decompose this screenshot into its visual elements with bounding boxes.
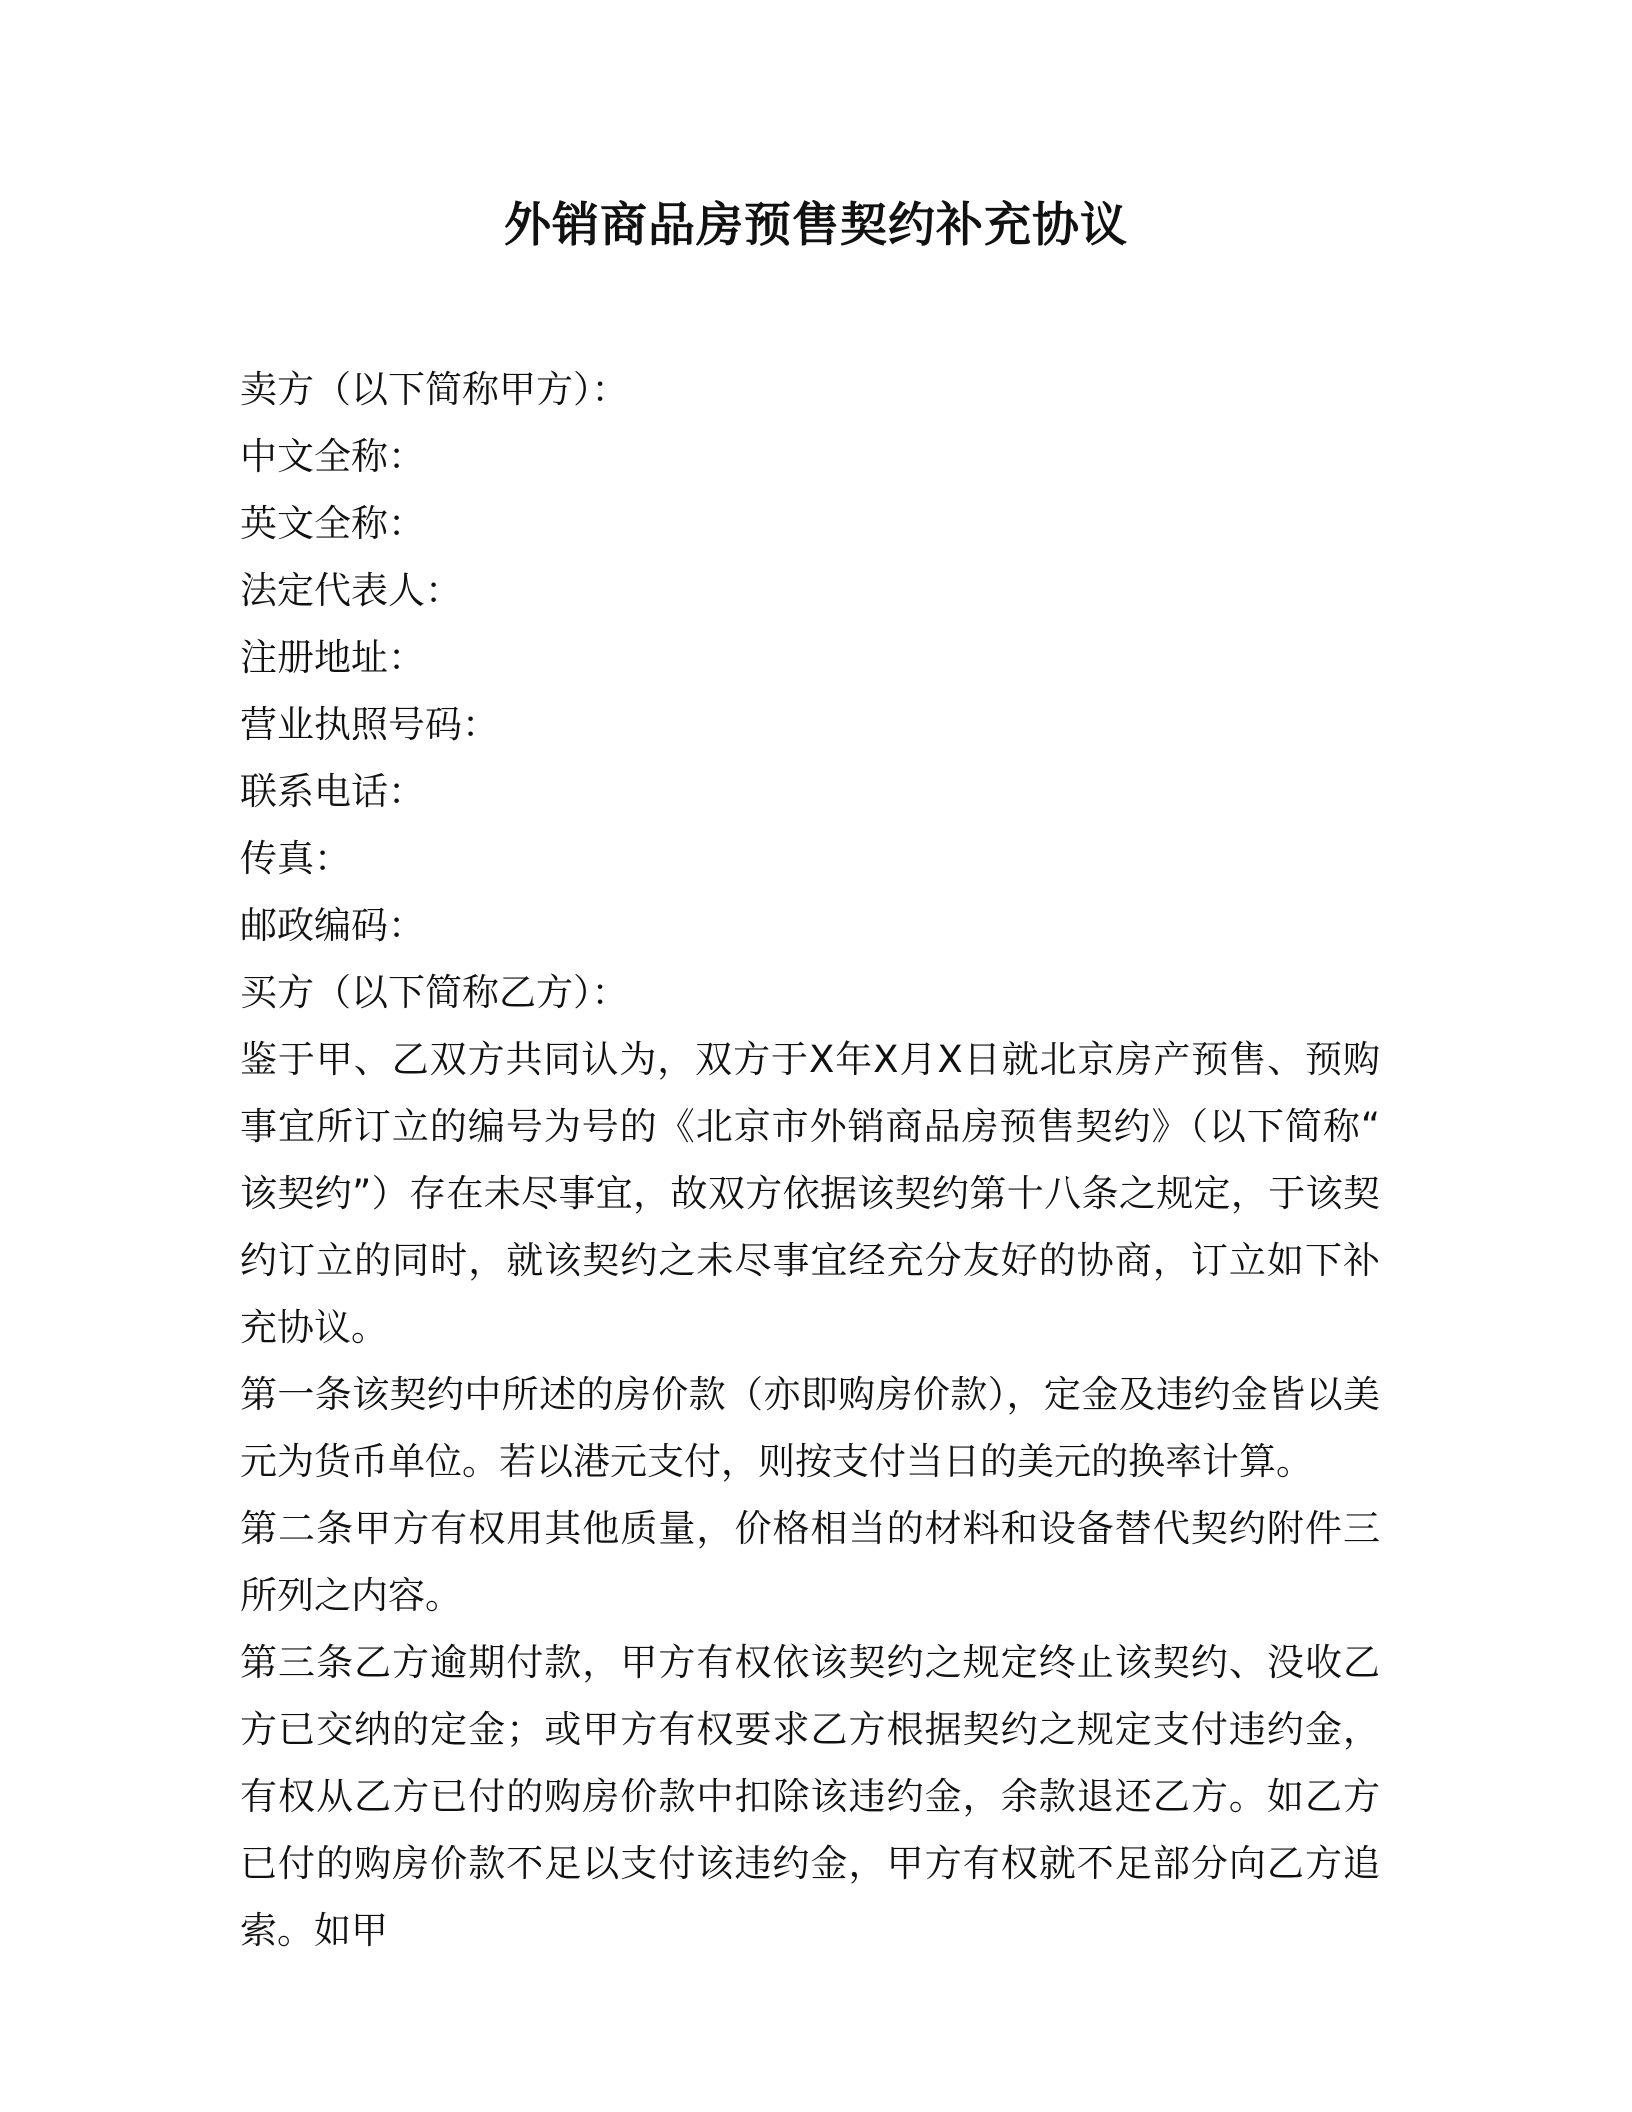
document-title: 外销商品房预售契约补充协议 (504, 198, 1128, 253)
field-fax: 传真： (240, 837, 351, 880)
field-english-name: 英文全称： (240, 502, 425, 545)
field-business-license-number: 营业执照号码： (240, 703, 499, 746)
article-1-paragraph: 第一条该契约中所述的房价款（亦即购房价款），定金及违约金皆以美元为货币单位。若以港元支付，则按支付当日的美元的换率计算。 (240, 1373, 1380, 1483)
field-postal-code: 邮政编码： (240, 904, 425, 947)
field-phone: 联系电话： (240, 770, 425, 813)
field-registered-address: 注册地址： (240, 636, 425, 679)
preamble-paragraph: 鉴于甲、乙双方共同认为，双方于X年X月X日就北京房产预售、预购事宜所订立的编号为号的《北京市外销商品房预售契约》（以下简称“该契约”）存在未尽事宜，故双方依据该契约第十八条之规定，于该契约订立的同时，就该契约之未尽事宜经充分友好的协商，订立如下补充协议。 (240, 1038, 1380, 1349)
article-2-paragraph: 第二条甲方有权用其他质量，价格相当的材料和设备替代契约附件三所列之内容。 (240, 1507, 1380, 1617)
field-chinese-name: 中文全称： (240, 435, 425, 478)
article-3-paragraph: 第三条乙方逾期付款，甲方有权依该契约之规定终止该契约、没收乙方已交纳的定金；或甲方有权要求乙方根据契约之规定支付违约金，有权从乙方已付的购房价款中扣除该违约金，余款退还乙方。如乙方已付的购房价款不足以支付该违约金，甲方有权就不足部分向乙方追索。如甲 (240, 1641, 1380, 1952)
document-body (240, 356, 1380, 1964)
buyer-heading: 买方（以下简称乙方）： (240, 971, 629, 1014)
field-legal-representative: 法定代表人： (240, 569, 462, 612)
seller-heading: 卖方（以下简称甲方）： (240, 368, 629, 411)
